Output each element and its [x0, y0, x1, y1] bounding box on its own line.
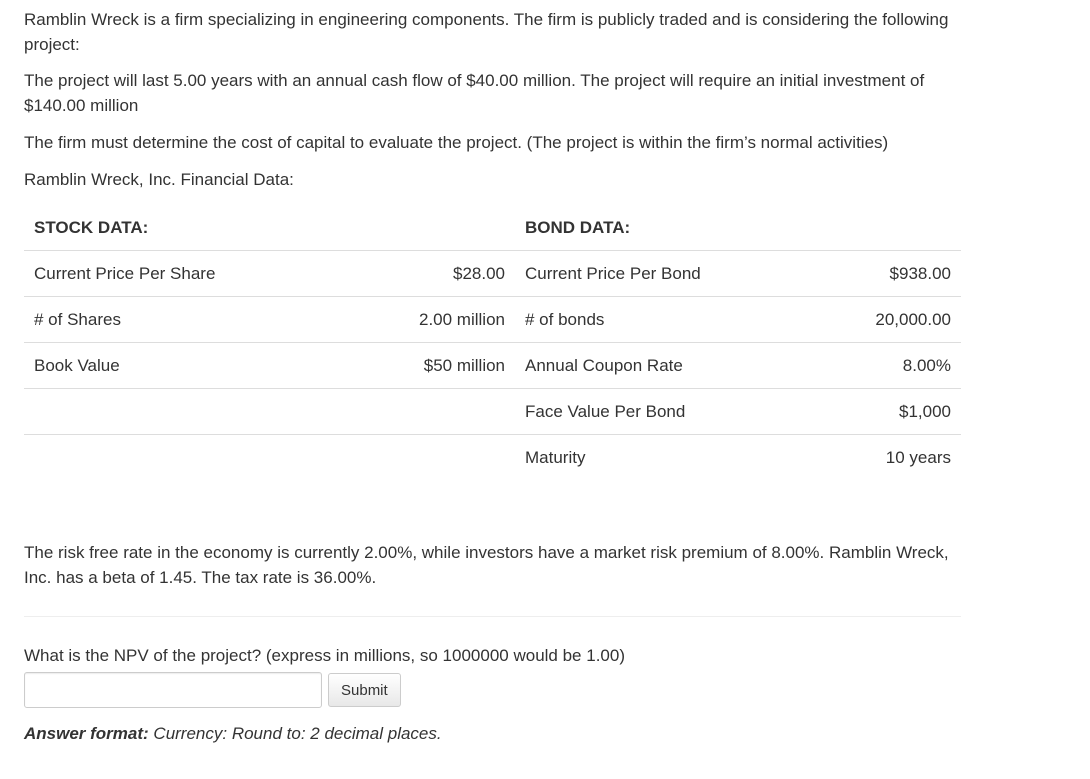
stock-label: Book Value [24, 343, 269, 389]
financial-data-table [24, 207, 961, 480]
bond-label: Face Value Per Bond [515, 389, 741, 435]
answer-format-text: Currency: Round to: 2 decimal places. [148, 724, 442, 743]
bond-label: Annual Coupon Rate [515, 343, 741, 389]
cost-of-capital-paragraph: The firm must determine the cost of capital to evaluate the project. (The project is within the firm’s normal activities) [24, 133, 889, 152]
table-row [24, 343, 961, 389]
stock-value: 2.00 million [269, 297, 515, 343]
intro-paragraph: Ramblin Wreck is a firm specializing in engineering components. The firm is publicly traded and is considering the following project: [24, 10, 949, 54]
risk-paragraph: The risk free rate in the economy is currently 2.00%, while investors have a market risk premium of 8.00%. Ramblin Wreck, Inc. has a beta of 1.45. The tax rate is 36.00%. [24, 543, 949, 587]
bond-data-header-spacer [741, 207, 961, 251]
answer-format [24, 721, 964, 746]
table-row [24, 435, 961, 481]
financial-data-title: Ramblin Wreck, Inc. Financial Data: [24, 170, 294, 189]
stock-value [269, 389, 515, 435]
stock-data-header-spacer [269, 207, 515, 251]
table-header-row [24, 207, 961, 251]
stock-data-header: STOCK DATA: [24, 207, 269, 251]
bond-value: 10 years [741, 435, 961, 481]
bond-data-header: BOND DATA: [515, 207, 741, 251]
table-row [24, 251, 961, 297]
bond-value: 20,000.00 [741, 297, 961, 343]
table-row [24, 297, 961, 343]
bond-value: $1,000 [741, 389, 961, 435]
answer-format-label: Answer format: [24, 724, 149, 743]
bond-label: # of bonds [515, 297, 741, 343]
bond-value: $938.00 [741, 251, 961, 297]
stock-label [24, 435, 269, 481]
stock-value [269, 435, 515, 481]
stock-label: # of Shares [24, 297, 269, 343]
submit-button[interactable]: Submit [328, 673, 401, 707]
bond-label: Current Price Per Bond [515, 251, 741, 297]
stock-value: $28.00 [269, 251, 515, 297]
stock-value: $50 million [269, 343, 515, 389]
answer-input[interactable] [24, 672, 322, 708]
stock-label: Current Price Per Share [24, 251, 269, 297]
bond-value: 8.00% [741, 343, 961, 389]
question-content [24, 7, 964, 746]
section-divider [24, 616, 961, 617]
question-text: What is the NPV of the project? (express in millions, so 1000000 would be 1.00) [24, 646, 625, 665]
bond-label: Maturity [515, 435, 741, 481]
project-paragraph: The project will last 5.00 years with an annual cash flow of $40.00 million. The project will require an initial investment of $140.00 million [24, 71, 925, 115]
stock-label [24, 389, 269, 435]
table-row [24, 389, 961, 435]
answer-row [24, 672, 964, 708]
